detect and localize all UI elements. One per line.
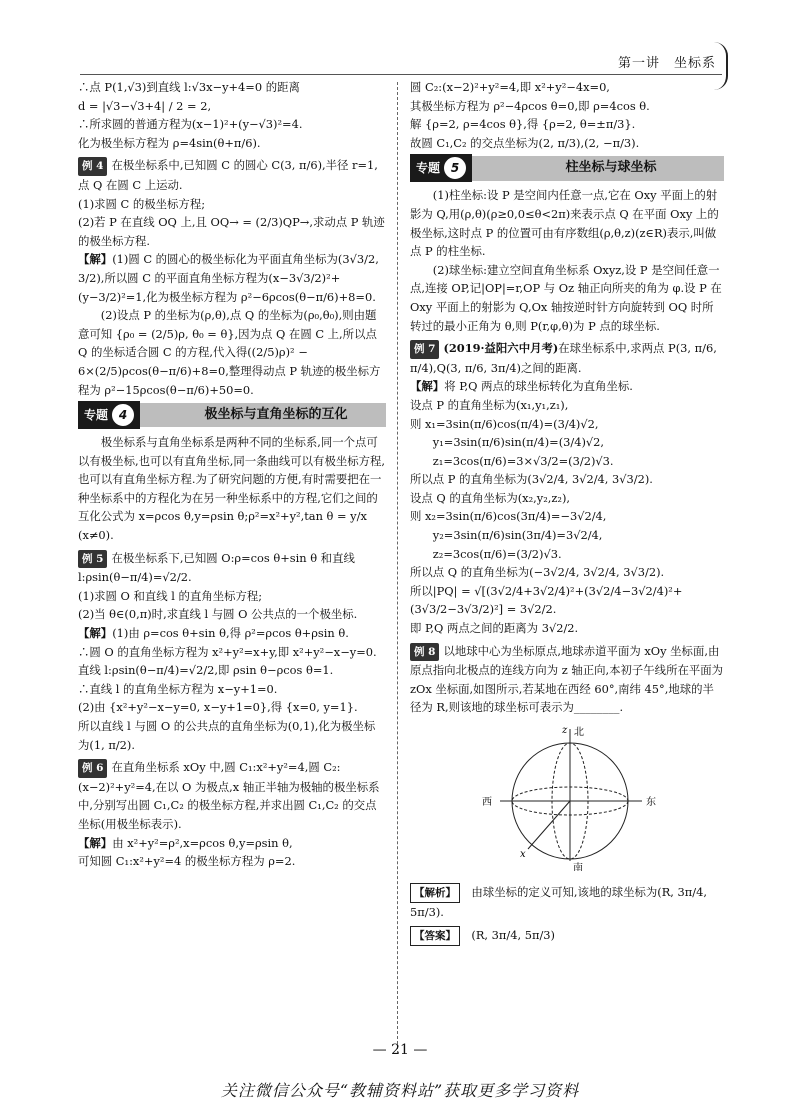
west-label: 西 (482, 797, 492, 808)
south-label: 南 (573, 863, 583, 871)
problem-text: 在极坐标系下,已知圆 O:ρ=cos θ+sin θ 和直线 l:ρsin(θ−π/4)=√2/2. (78, 550, 355, 585)
text-line: 其极坐标方程为 ρ²−4ρcos θ=0,即 ρ=4cos θ. (410, 98, 650, 113)
solution-text: y₂=3sin(π/6)sin(3π/4)=3√2/4, (432, 528, 603, 543)
example-4 (78, 156, 386, 194)
north-label: 北 (574, 727, 584, 738)
solution-text: 即 P,Q 两点之间的距离为 3√2/2. (410, 621, 579, 636)
solution-text: 由 x²+y²=ρ²,x=ρcos θ,y=ρsin θ, (112, 835, 293, 850)
topic-5-header (410, 156, 724, 180)
example-source: (2019·益阳六中月考) (443, 341, 559, 356)
example-6 (78, 758, 386, 833)
z-axis-label: z (562, 725, 568, 736)
topic-tag: 专题 5 (410, 154, 472, 182)
solution-text: 将 P,Q 两点的球坐标转化为直角坐标. (444, 379, 633, 394)
analysis-label: 【解析】 (410, 883, 460, 904)
example-label: 例 5 (78, 550, 107, 569)
example-label: 例 8 (410, 643, 439, 662)
solution-label: 【解】 (410, 379, 445, 394)
topic-4-header (78, 403, 386, 427)
page-number: — 21 — (372, 1042, 428, 1058)
solution-text: 所以|PQ| = √[(3√2/4+3√2/4)²+(3√2/4−3√2/4)²+(3√3/2−3√3/2)²] = 3√2/2. (410, 583, 683, 617)
topic-text: (1)柱坐标:设 P 是空间内任意一点,它在 Oxy 平面上的射影为 Q,用(ρ,θ)(ρ≥0,0≤θ<2π)来表示点 Q 在平面 Oxy 上的极坐标,这时点 P 的位置可由有序数组(ρ,θ,z)(z∈R)表示,叫做点 P 的柱坐标. (410, 188, 719, 259)
text-line: 圆 C₂:(x−2)²+y²=4,即 x²+y²−4x=0, (410, 80, 610, 94)
x-axis-label: x (520, 849, 526, 860)
text-line: 化为极坐标方程为 ρ=4sin(θ+π/6). (78, 135, 261, 150)
solution-text: 直线 l:ρsin(θ−π/4)=√2/2,即 ρsin θ−ρcos θ=1. (78, 663, 334, 678)
solution-text: z₁=3cos(π/6)=3×√3/2=(3/2)√3. (432, 453, 614, 468)
right-column (410, 78, 724, 946)
text-line: d = |√3−√3+4| / 2 = 2, (78, 98, 212, 113)
solution-label: 【解】 (78, 835, 113, 850)
topic-tag: 专题 4 (78, 401, 140, 429)
solution-text: y₁=3sin(π/6)sin(π/4)=(3/4)√2, (432, 435, 605, 450)
example-8 (410, 642, 724, 717)
text-line: 解 {ρ=2, ρ=4cos θ},得 {ρ=2, θ=±π/3}. (410, 117, 636, 132)
text-line: ∴所求圆的普通方程为(x−1)²+(y−√3)²=4. (78, 117, 303, 132)
solution-text: 则 x₂=3sin(π/6)cos(3π/4)=−3√2/4, (410, 509, 607, 524)
solution-text: (2)由 {x²+y²−x−y=0, x−y+1=0},得 {x=0, y=1}. (78, 700, 358, 715)
answer-text: (R, 3π/4, 5π/3) (471, 927, 555, 942)
running-header: 第一讲 坐标系 (618, 56, 717, 71)
topic-number: 5 (444, 157, 466, 179)
solution-text: (2)设点 P 的坐标为(ρ,θ),点 Q 的坐标为(ρ₀,θ₀),则由题意可知 {ρ₀ = (2/5)ρ, θ₀ = θ},因为点 Q 在圆 C 上,所以点 Q 的坐标适合圆 C 的方程,代入得((2/5)ρ)² − 6×(2/5)ρcos(θ−π/6)+8=0,整理得动点 P 轨迹的极坐标方程为 ρ²−15ρcos(θ−π/6)+50=0. (78, 308, 381, 397)
solution-text: z₂=3cos(π/6)=(3/2)√3. (432, 546, 562, 561)
example-label: 例 7 (410, 340, 439, 359)
problem-text: (2)若 P 在直线 OQ 上,且 OQ→ = (2/3)QP→,求动点 P 轨迹的极坐标方程. (78, 215, 385, 248)
solution-text: 所以点 P 的直角坐标为(3√2/4, 3√2/4, 3√3/2). (410, 472, 653, 487)
text-line: ∴点 P(1,√3)到直线 l:√3x−y+4=0 的距离 (78, 80, 300, 94)
topic-number: 4 (112, 404, 134, 426)
problem-text: 在直角坐标系 xOy 中,圆 C₁:x²+y²=4,圆 C₂:(x−2)²+y²=4,在以 O 为极点,x 轴正半轴为极轴的极坐标系中,分别写出圆 C₁,C₂ 的极坐标方程,并求出圆 C₁,C₂ 的交点坐标(用极坐标表示). (78, 760, 380, 831)
solution-text: 设点 P 的直角坐标为(x₁,y₁,z₁), (410, 397, 569, 412)
topic-title: 极坐标与直角坐标的互化 (140, 403, 386, 428)
example-label: 例 4 (78, 157, 107, 176)
east-label: 东 (646, 797, 656, 808)
topic-text: 极坐标系与直角坐标系是两种不同的坐标系,同一个点可以有极坐标,也可以有直角坐标,同一条曲线可以有极坐标方程,也可以有直角坐标方程.为了研究问题的方便,有时需要把在一种坐标系中的方程化为在另一种坐标系中的方程,它们之间的互化公式为 x=ρcos θ,y=ρsin θ;ρ²=x²+y²,tan θ = y/x (x≠0). (78, 435, 386, 543)
problem-text: 在球坐标系中,求两点 P(3, π/6, π/4),Q(3, π/6, 3π/4)之间的距离. (410, 341, 717, 375)
problem-text: 在极坐标系中,已知圆 C 的圆心 C(3, π/6),半径 r=1,点 Q 在圆 C 上运动. (78, 158, 378, 192)
footer-note: 关注微信公众号“教辅资料站”获取更多学习资料 (220, 1081, 580, 1100)
problem-text: (2)当 θ∈(0,π)时,求直线 l 与圆 O 公共点的一个极坐标. (78, 607, 358, 622)
solution-text: 可知圆 C₁:x²+y²=4 的极坐标方程为 ρ=2. (78, 854, 296, 869)
solution-text: 所以直线 l 与圆 O 的公共点的直角坐标为(0,1),化为极坐标为(1, π/2). (78, 719, 376, 752)
sphere-figure (470, 721, 670, 871)
solution-text: ∴圆 O 的直角坐标方程为 x²+y²=x+y,即 x²+y²−x−y=0. (78, 644, 377, 659)
problem-text: (1)求圆 C 的极坐标方程; (78, 196, 206, 211)
answer-label: 【答案】 (410, 926, 460, 947)
text-line: 故圆 C₁,C₂ 的交点坐标为(2, π/3),(2, −π/3). (410, 135, 640, 150)
topic-title: 柱坐标与球坐标 (472, 156, 724, 181)
left-column (78, 78, 386, 871)
example-5 (78, 549, 386, 587)
analysis-text: 由球坐标的定义可知,该地的球坐标为(R, 3π/4, 5π/3). (410, 884, 707, 920)
example-label: 例 6 (78, 759, 107, 778)
solution-label: 【解】 (78, 252, 113, 267)
example-7 (410, 339, 724, 377)
problem-text: 以地球中心为坐标原点,地球赤道平面为 xOy 坐标面,由原点指向北极点的连线方向为 z 轴正向,本初子午线所在平面为 zOx 坐标面,如图所示,若某地在西经 60°,南纬 45°,地球的半径为 R,则该地的球坐标可表示为________. (410, 643, 724, 715)
solution-text: 所以点 Q 的直角坐标为(−3√2/4, 3√2/4, 3√3/2). (410, 565, 665, 580)
problem-text: (1)求圆 O 和直线 l 的直角坐标方程; (78, 588, 263, 603)
solution-text: (1)圆 C 的圆心的极坐标化为平面直角坐标为(3√3/2, 3/2),所以圆 C 的平面直角坐标方程为(x−3√3/2)²+(y−3/2)²=1,化为极坐标方程为 ρ²−6ρcos(θ−π/6)+8=0. (78, 252, 379, 304)
solution-text: ∴直线 l 的直角坐标方程为 x−y+1=0. (78, 681, 278, 696)
solution-text: 则 x₁=3sin(π/6)cos(π/4)=(3/4)√2, (410, 416, 599, 431)
column-divider (397, 82, 398, 1054)
solution-label: 【解】 (78, 626, 113, 641)
solution-text: 设点 Q 的直角坐标为(x₂,y₂,z₂), (410, 490, 571, 505)
header-rule (80, 74, 722, 75)
solution-text: (1)由 ρ=cos θ+sin θ,得 ρ²=ρcos θ+ρsin θ. (112, 626, 349, 641)
topic-text: (2)球坐标:建立空间直角坐标系 Oxyz,设 P 是空间任意一点,连接 OP,记|OP|=r,OP 与 Oz 轴正向所夹的角为 φ.设 P 在 Oxy 平面上的射影为 Q,Ox 轴按逆时针方向旋转到 OQ 时所转过的最小正角为 θ,则 P(r,φ,θ)为 P 点的球坐标. (410, 262, 722, 333)
